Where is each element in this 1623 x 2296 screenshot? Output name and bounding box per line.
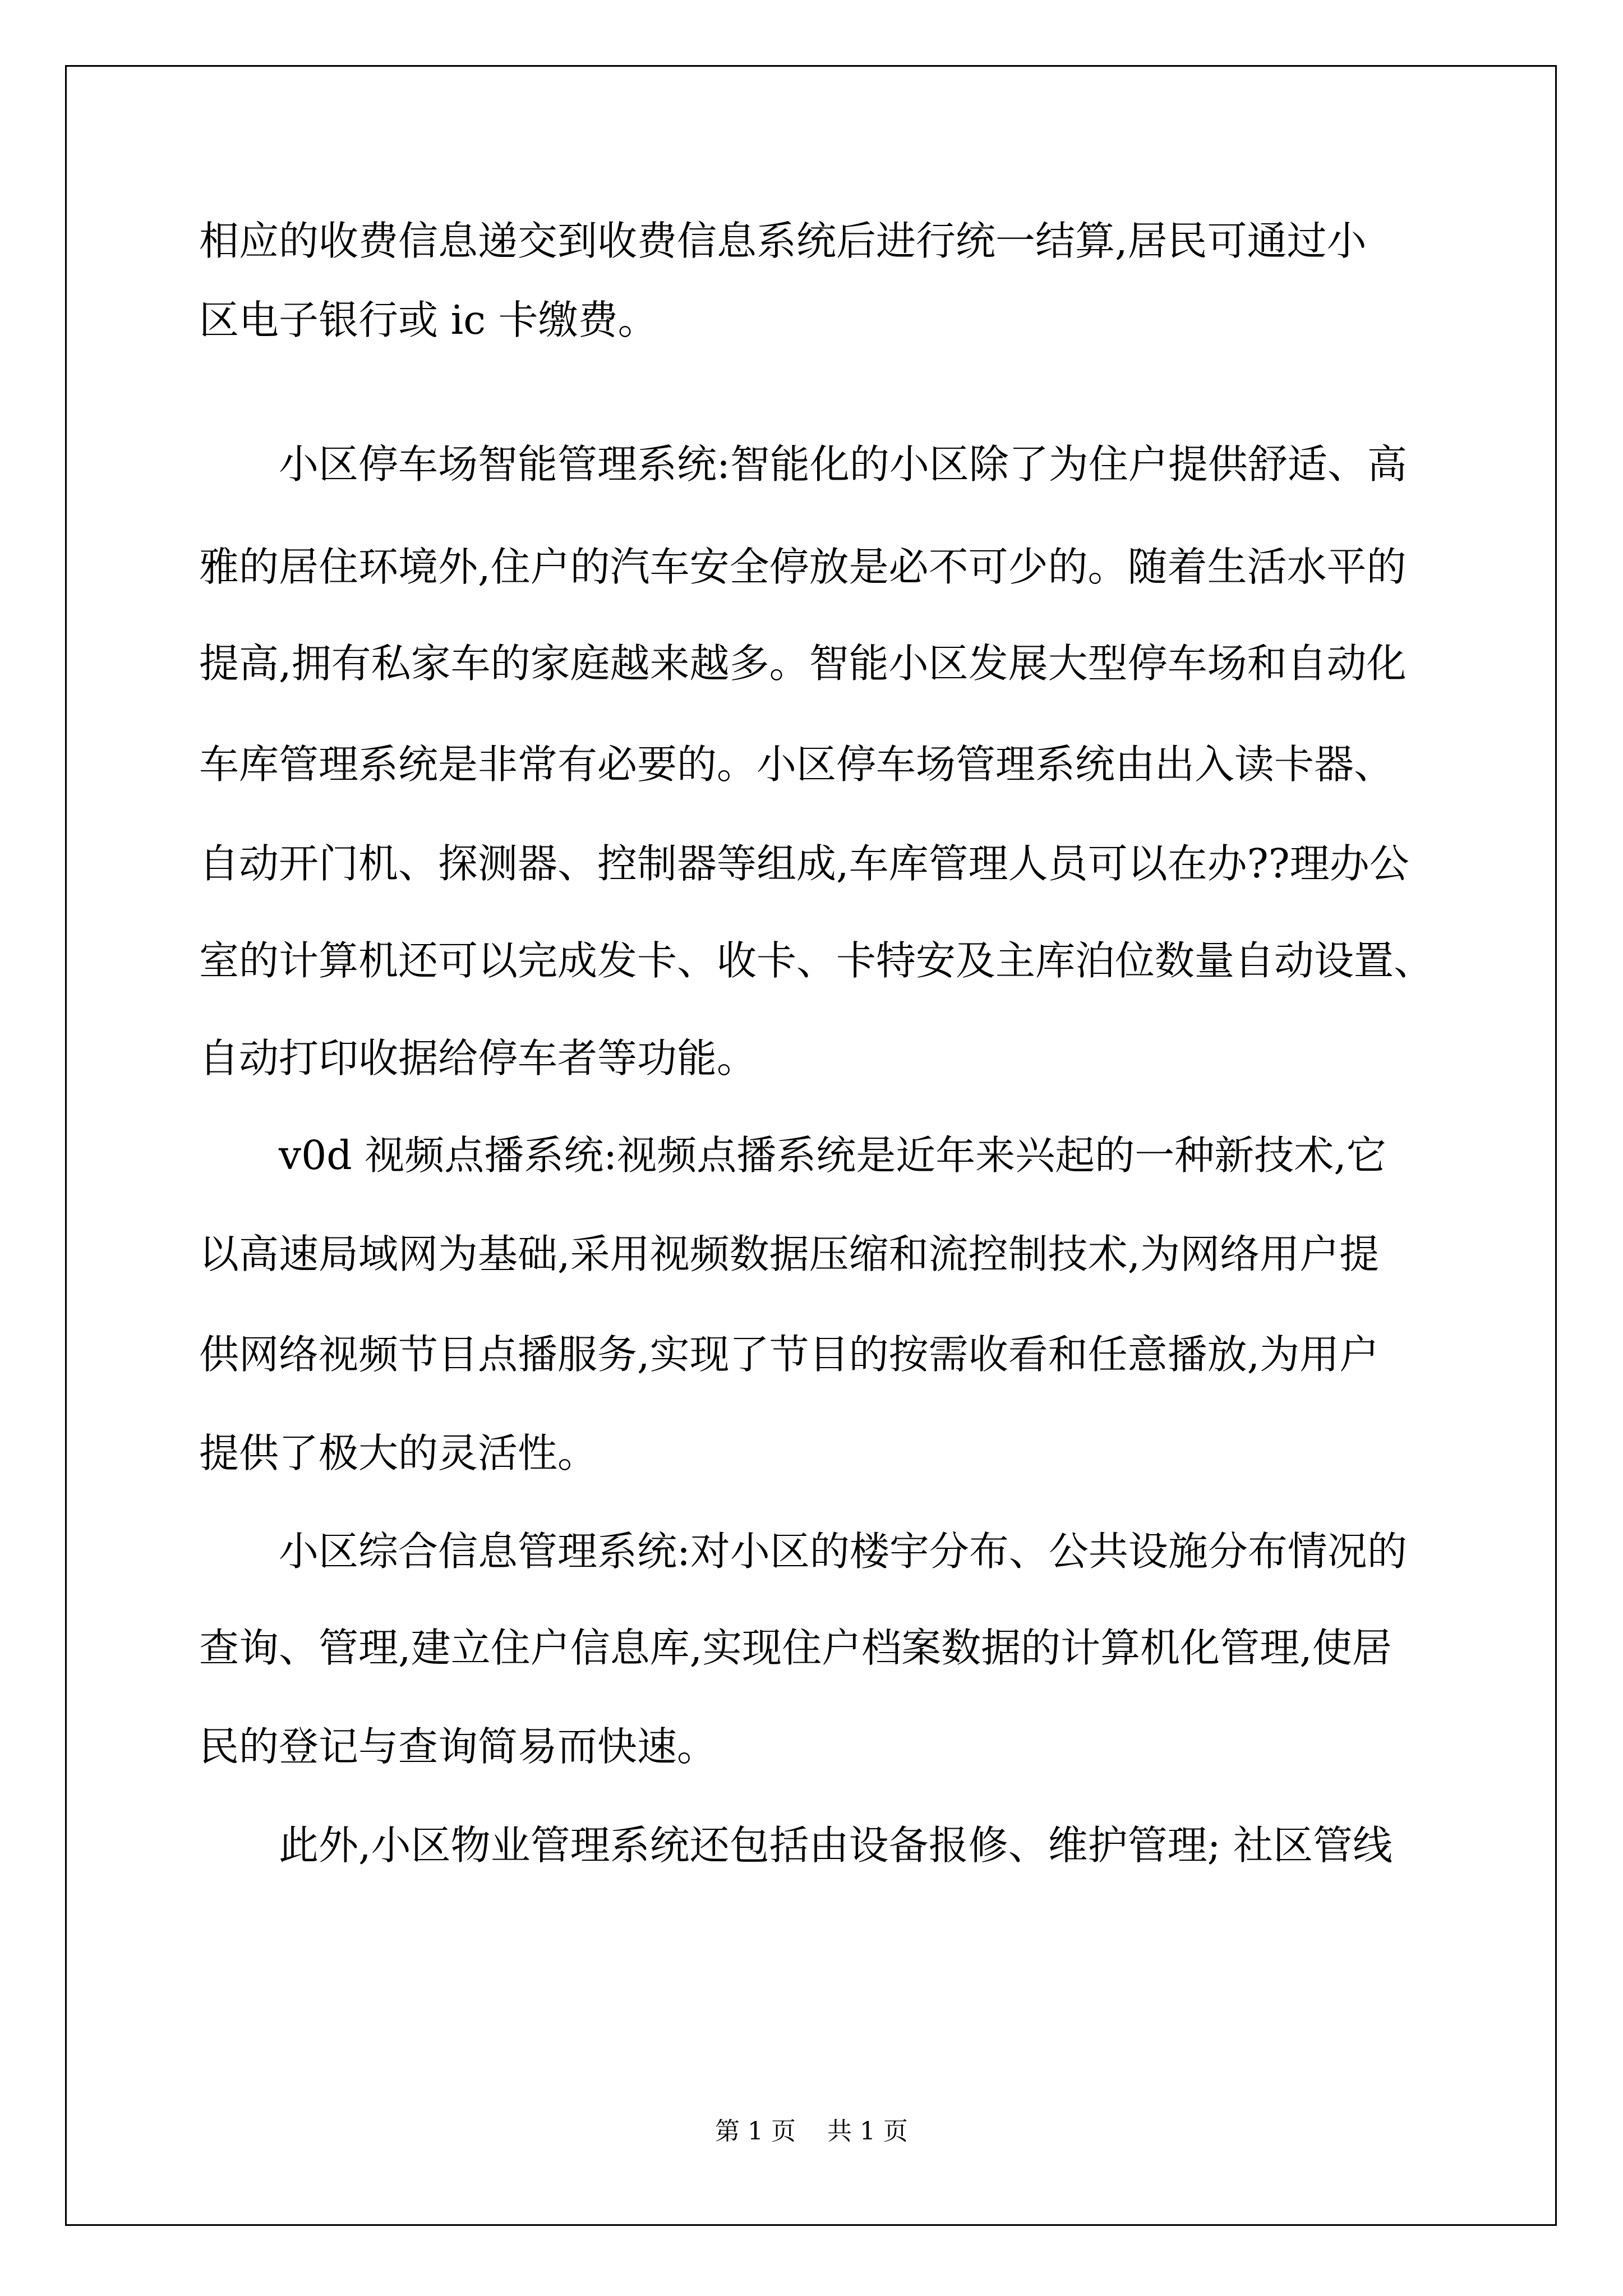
text-line-17: 此外,小区物业管理系统还包括由设备报修、维护管理; 社区管线	[279, 1822, 1393, 1869]
text-line-5: 提高,拥有私家车的家庭越来越多。智能小区发展大型停车场和自动化	[199, 640, 1407, 687]
text-line-8: 室的计算机还可以完成发卡、收卡、卡特安及主库泊位数量自动设置、	[199, 937, 1434, 984]
text-line-14: 小区综合信息管理系统:对小区的楼宇分布、公共设施分布情况的	[279, 1528, 1407, 1575]
text-line-3: 小区停车场智能管理系统:智能化的小区除了为住户提供舒适、高	[279, 441, 1407, 487]
page-number: 第 1 页	[715, 2117, 796, 2146]
text-line-9: 自动打印收据给停车者等功能。	[199, 1035, 757, 1082]
text-line-11: 以高速局域网为基础,采用视频数据压缩和流控制技术,为网络用户提	[199, 1231, 1380, 1277]
text-line-1: 相应的收费信息递交到收费信息系统后进行统一结算,居民可通过小	[199, 218, 1367, 264]
text-line-10: v0d 视频点播系统:视频点播系统是近年来兴起的一种新技术,它	[279, 1132, 1386, 1179]
text-line-15: 查询、管理,建立住户信息库,实现住户档案数据的计算机化管理,使居	[199, 1625, 1392, 1671]
text-line-7: 自动开门机、探测器、控制器等组成,车库管理人员可以在办??理办公	[199, 840, 1409, 887]
text-line-16: 民的登记与查询简易而快速。	[199, 1723, 717, 1770]
text-line-13: 提供了极大的灵活性。	[199, 1430, 598, 1476]
page-footer	[0, 2115, 1623, 2148]
text-line-4: 雅的居住环境外,住户的汽车安全停放是必不可少的。随着生活水平的	[199, 544, 1407, 590]
text-line-12: 供网络视频节目点播服务,实现了节目的按需收看和任意播放,为用户	[199, 1331, 1380, 1378]
text-line-2: 区电子银行或 ic 卡缴费。	[199, 297, 658, 343]
page-total: 共 1 页	[827, 2117, 908, 2146]
text-line-6: 车库管理系统是非常有必要的。小区停车场管理系统由出入读卡器、	[199, 741, 1394, 788]
